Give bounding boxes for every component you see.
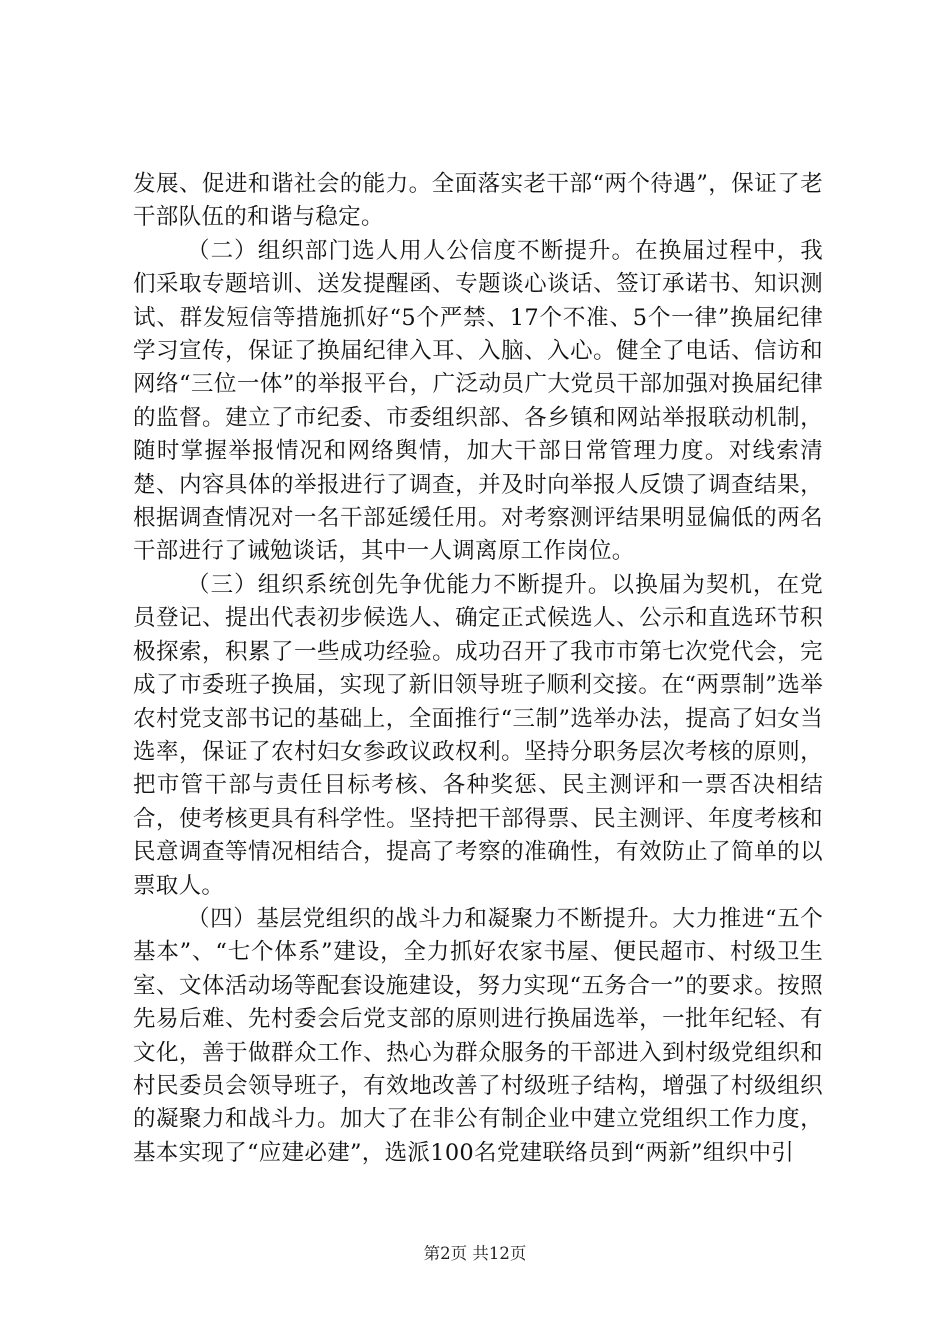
paragraph-section-2: （二）组织部门选人用人公信度不断提升。在换届过程中，我们采取专题培训、送发提醒函、专题谈心谈话、签订承诺书、知识测试、群发短信等措施抓好“5个严禁、17个不准、5个一律”换届纪律学习宣传，保证了换届纪律入耳、入脑、入心。健全了电话、信访和网络“三位一体”的举报平台，广泛动员广大党员干部加强对换届纪律的监督。建立了市纪委、市委组织部、各乡镇和网站举报联动机制，随时掌握举报情况和网络舆情，加大干部日常管理力度。对线索清楚、内容具体的举报进行了调查，并及时向举报人反馈了调查结果，根据调查情况对一名干部延缓任用。对考察测评结果明显偏低的两名干部进行了诫勉谈话，其中一人调离原工作岗位。 [133, 237, 823, 565]
paragraph-section-3: （三）组织系统创先争优能力不断提升。以换届为契机，在党员登记、提出代表初步候选人、确定正式候选人、公示和直选环节积极探索，积累了一些成功经验。成功召开了我市市第七次党代会，完成了市委班子换届，实现了新旧领导班子顺利交接。在“两票制”选举农村党支部书记的基础上，全面推行“三制”选举办法，提高了妇女当选率，保证了农村妇女参政议政权利。坚持分职务层次考核的原则，把市管干部与责任目标考核、各种奖惩、民主测评和一票否决相结合，使考核更具有科学性。坚持把干部得票、民主测评、年度考核和民意调查等情况相结合，提高了考察的准确性，有效防止了简单的以票取人。 [133, 571, 823, 899]
paragraph-section-4: （四）基层党组织的战斗力和凝聚力不断提升。大力推进“五个基本”、“七个体系”建设，全力抓好农家书屋、便民超市、村级卫生室、文体活动场等配套设施建设，努力实现“五务合一”的要求。按照先易后难、先村委会后党支部的原则进行换届选举，一批年纪轻、有文化，善于做群众工作、热心为群众服务的干部进入到村级党组织和村民委员会领导班子，有效地改善了村级班子结构，增强了村级组织的凝聚力和战斗力。加大了在非公有制企业中建立党组织工作力度，基本实现了“应建必建”，选派100名党建联络员到“两新”组织中引 [133, 905, 823, 1166]
document-body [133, 168, 823, 1170]
page-number-footer: 第2页 共12页 [423, 1244, 527, 1263]
paragraph-continuation: 发展、促进和谐社会的能力。全面落实老干部“两个待遇”，保证了老干部队伍的和谐与稳定。 [133, 171, 823, 231]
